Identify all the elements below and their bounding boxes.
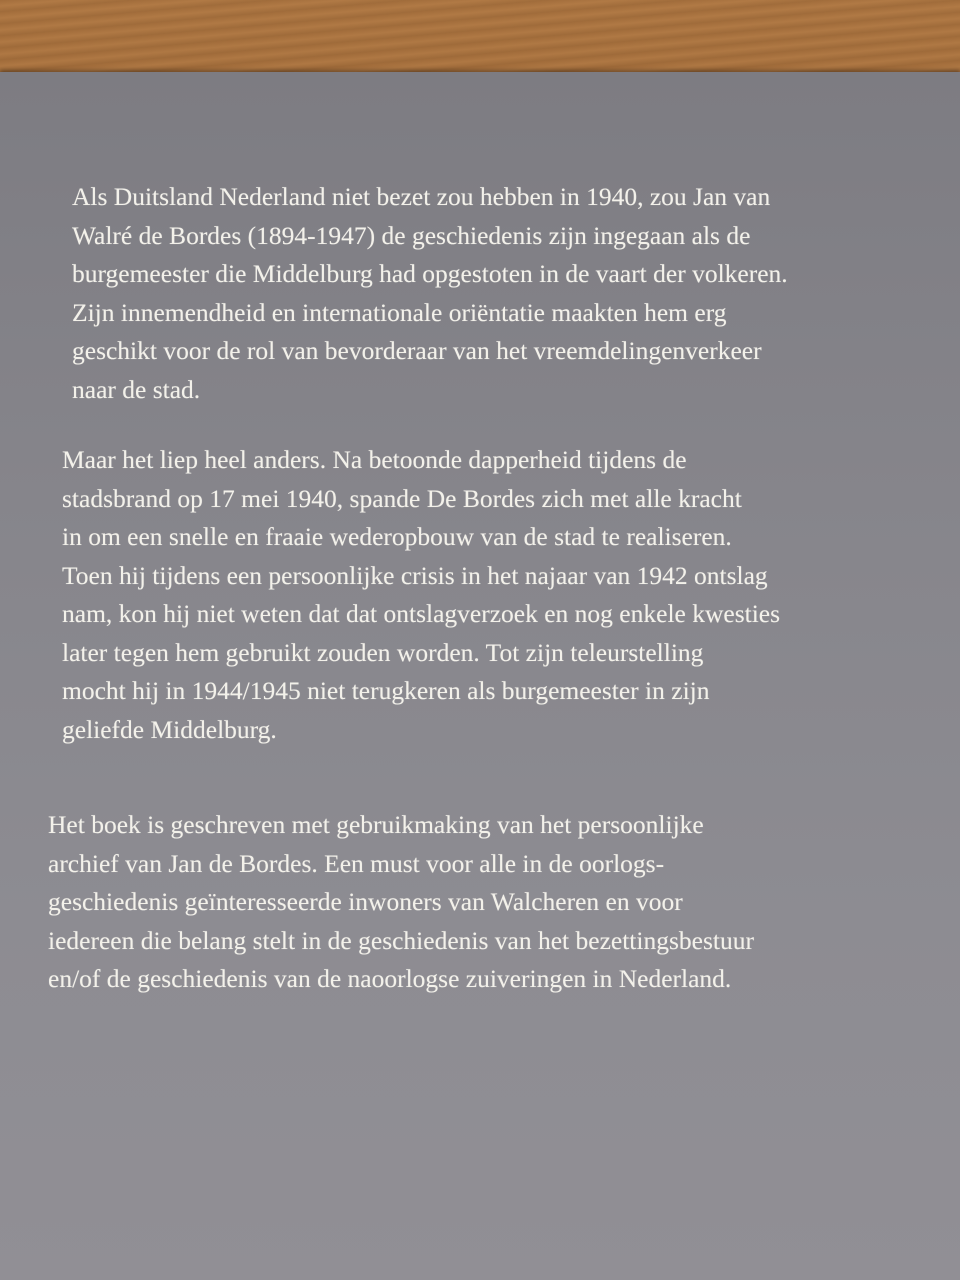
text-line: Als Duitsland Nederland niet bezet zou hebben in 1940, zou Jan van — [72, 182, 771, 211]
text-line: en/of de geschiedenis van de naoorlogse zuiveringen in Nederland. — [48, 964, 732, 993]
text-line: naar de stad. — [72, 374, 201, 404]
text-line: geliefde Middelburg. — [62, 714, 277, 744]
text-line: nam, kon hij niet weten dat dat ontslagverzoek en nog enkele kwesties — [62, 599, 781, 628]
text-line: Walré de Bordes (1894-1947) de geschiedenis zijn ingegaan als de — [72, 220, 751, 250]
text-line: geschikt voor de rol van bevorderaar van het vreemdelingenverkeer — [72, 336, 762, 365]
paragraph-intro — [72, 178, 788, 409]
text-line: geschiedenis geïnteresseerde inwoners van Walcheren en voor — [48, 887, 683, 916]
text-line: Maar het liep heel anders. Na betoonde dapperheid tijdens de — [62, 445, 687, 474]
text-line: archief van Jan de Bordes. Een must voor alle in de oorlogs- — [48, 848, 665, 878]
text-line: iedereen die belang stelt in de geschiedenis van het bezettingsbestuur — [48, 925, 754, 955]
paragraph-history — [62, 441, 780, 749]
text-line: Het boek is geschreven met gebruikmaking van het persoonlijke — [48, 810, 704, 839]
text-line: burgemeester die Middelburg had opgestoten in de vaart der volkeren. — [72, 259, 788, 288]
text-line: in om een snelle en fraaie wederopbouw van de stad te realiseren. — [62, 522, 732, 551]
text-line: Zijn innemendheid en internationale oriëntatie maakten hem erg — [72, 297, 727, 327]
text-line: Toen hij tijdens een persoonlijke crisis in het najaar van 1942 ontslag — [62, 560, 768, 590]
paragraph-book-description — [48, 806, 754, 999]
text-line: mocht hij in 1944/1945 niet terugkeren als burgemeester in zijn — [62, 676, 710, 705]
text-line: later tegen hem gebruikt zouden worden. Tot zijn teleurstelling — [62, 637, 704, 667]
text-line: stadsbrand op 17 mei 1940, spande De Bordes zich met alle kracht — [62, 483, 742, 513]
